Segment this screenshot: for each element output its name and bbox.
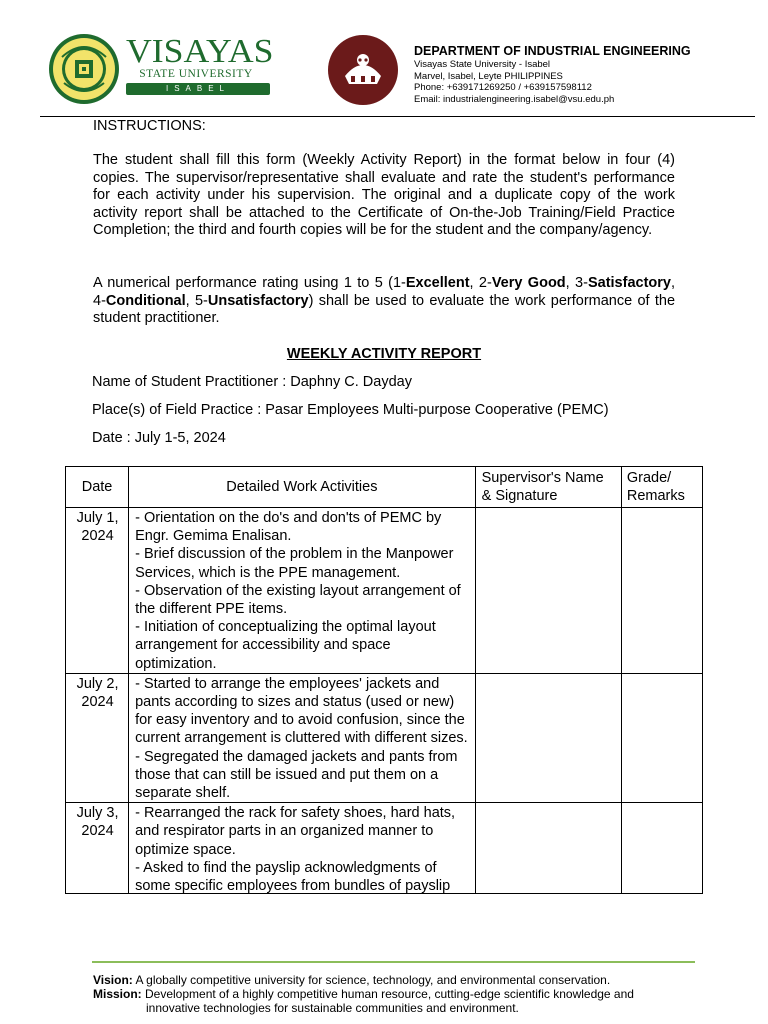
date-cell: [66, 508, 129, 674]
activity-item: - Rearranged the rack for safety shoes, hard hats, and respirator parts in an organized manner to optimize space.: [135, 805, 456, 858]
supervisor-signature-cell[interactable]: [475, 508, 621, 674]
date-value: July 1, 2024: [76, 510, 119, 544]
department-logo-icon: [327, 34, 399, 106]
university-seal-icon: [48, 33, 120, 105]
mission-text-continued: innovative technologies for sustainable communities and environment.: [146, 1001, 519, 1015]
activity-item: - Orientation on the do's and don'ts of PEMC by Engr. Gemima Enalisan.: [135, 510, 442, 545]
report-title: WEEKLY ACTIVITY REPORT: [286, 346, 482, 362]
date-cell: [66, 803, 129, 894]
table-header-row: [66, 467, 703, 508]
department-info: [414, 44, 754, 105]
rating-text: , 2-: [469, 275, 492, 291]
supervisor-signature-cell[interactable]: [475, 803, 621, 894]
rating-very-good: Very Good: [491, 275, 566, 291]
university-subtitle: STATE UNIVERSITY: [139, 68, 253, 80]
activity-item: - Asked to find the payslip acknowledgments of some specific employees from bundles of payslip: [135, 859, 451, 894]
vision-text: A globally competitive university for science, technology, and environmental conservation.: [132, 973, 611, 987]
phone-line: Phone: +639171269250 / +639157598112: [414, 82, 592, 93]
rating-text: , 4-: [93, 275, 675, 309]
date-cell: [66, 673, 129, 802]
field-practice-place: Place(s) of Field Practice : Pasar Employees Multi-purpose Cooperative (PEMC): [92, 402, 609, 418]
column-header-grade: [621, 467, 702, 508]
vision-statement: [93, 973, 703, 987]
mission-label: Mission:: [93, 987, 142, 1001]
rating-unsatisfactory: Unsatisfactory: [207, 292, 309, 309]
activities-cell: [129, 803, 476, 894]
grade-remarks-cell[interactable]: [621, 508, 702, 674]
department-title: DEPARTMENT OF INDUSTRIAL ENGINEERING: [414, 44, 691, 58]
footer: [93, 973, 703, 1015]
instructions-paragraph: The student shall fill this form (Weekly Activity Report) in the format below in four (4) copies. The supervisor/representative shall evaluate and rate the student's performance for each activity under his supervision. The original and a duplicate copy of the work activity report shall be attached to the Certificate of On-the-Job Training/Field Practice Completion; the third and fourth copies will be for the student and the company/agency.: [93, 152, 675, 239]
grade-remarks-cell[interactable]: [621, 673, 702, 802]
rating-text: A numerical performance rating using 1 to 5 (1-: [93, 275, 406, 291]
column-header-supervisor: [475, 467, 621, 508]
campus-label: ISABEL: [126, 83, 270, 95]
activity-item: - Started to arrange the employees' jackets and pants according to sizes and status (used or new) for easy inventory and to avoid confusion, since the current arrangement is cluttered with different sizes.: [135, 675, 468, 747]
date-value: July 2, 2024: [76, 675, 119, 710]
column-header-date: [66, 467, 129, 508]
activity-item: - Observation of the existing layout arrangement of the different PPE items.: [135, 582, 461, 618]
activity-table: [65, 466, 703, 894]
rating-text: , 5-: [185, 292, 208, 309]
email-line: Email: industrialengineering.isabel@vsu.edu.ph: [414, 93, 615, 105]
report-date-field: Date : July 1-5, 2024: [92, 430, 226, 446]
supervisor-signature-cell[interactable]: [475, 673, 621, 802]
table-row: [66, 803, 703, 894]
vision-label: Vision:: [93, 973, 133, 987]
rating-conditional: Conditional: [105, 292, 186, 309]
header-divider: [40, 116, 755, 117]
activity-item: - Segregated the damaged jackets and pants from those that can still be issued and put them on a separate shelf.: [135, 748, 458, 802]
address-line: Visayas State University - Isabel: [414, 59, 551, 70]
university-name: VISAYAS: [126, 33, 274, 70]
mission-text: Development of a highly competitive human resource, cutting-edge scientific knowledge and: [141, 987, 634, 1001]
column-header-activities: [129, 467, 476, 508]
table-row: [66, 508, 703, 674]
mission-statement: [93, 987, 703, 1015]
footer-divider: [92, 961, 695, 963]
university-wordmark: [126, 33, 274, 95]
activities-cell: [129, 508, 476, 674]
letterhead: [0, 0, 768, 118]
column-header-label: Grade/ Remarks: [626, 470, 685, 504]
column-header-label: Supervisor's Name & Signature: [481, 470, 604, 504]
rating-satisfactory: Satisfactory: [587, 275, 671, 291]
rating-paragraph: [93, 275, 675, 328]
activity-item: - Initiation of conceptualizing the optimal layout arrangement for accessibility and space optimization.: [135, 619, 436, 672]
rating-excellent: Excellent: [405, 275, 470, 291]
table-row: [66, 673, 703, 802]
column-header-label: Date: [81, 479, 113, 495]
instructions-title: INSTRUCTIONS:: [93, 118, 206, 134]
date-value: July 3, 2024: [76, 805, 119, 840]
address-line: Marvel, Isabel, Leyte PHILIPPINES: [414, 70, 563, 82]
activity-item: - Brief discussion of the problem in the Manpower Services, which is the PPE management.: [135, 546, 454, 581]
rating-text: ) shall be used to evaluate the work performance of the student practitioner.: [93, 292, 676, 327]
student-name-field: Name of Student Practitioner : Daphny C. Dayday: [92, 374, 412, 390]
column-header-label: Detailed Work Activities: [226, 479, 378, 495]
activities-cell: [129, 673, 476, 802]
grade-remarks-cell[interactable]: [621, 803, 702, 894]
rating-text: , 3-: [565, 275, 588, 291]
